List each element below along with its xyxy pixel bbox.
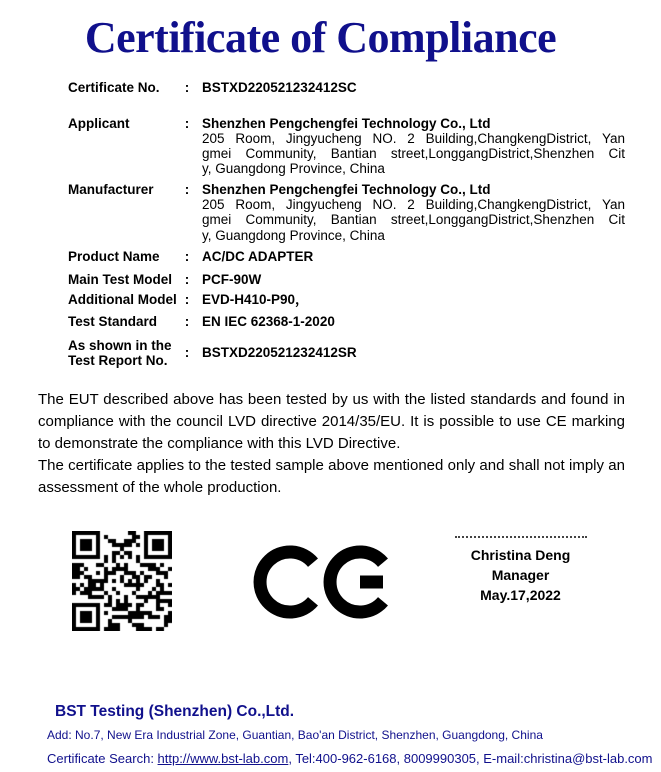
applicant-company-name: Shenzhen Pengchengfei Technology Co., Ltd <box>202 115 491 131</box>
colon-separator: : <box>184 115 190 131</box>
colon-separator: : <box>184 291 190 307</box>
colon-separator: : <box>184 248 190 264</box>
applicant-address-line: y, Guangdong Province, China <box>202 161 385 177</box>
colon-separator: : <box>184 314 190 330</box>
field-row-test-report-no <box>68 338 625 369</box>
signature-dotted-line <box>455 536 587 538</box>
statement-paragraph-2: The certificate applies to the tested sample above mentioned only and shall not imply an assessment of the whole production. <box>38 456 625 496</box>
main-test-model-value: PCF-90W <box>202 272 262 288</box>
test-standard-label: Test Standard <box>68 314 158 330</box>
test-report-no-value: BSTXD220521232412SR <box>202 345 357 361</box>
signer-name: Christina Deng <box>470 546 571 563</box>
field-row-manufacturer <box>68 182 625 243</box>
certificate-no-label: Certificate No. <box>68 80 160 95</box>
manufacturer-label: Manufacturer <box>68 181 154 197</box>
certificate-no-value: BSTXD220521232412SC <box>202 80 357 95</box>
field-row-certificate-no <box>68 80 625 96</box>
product-name-label: Product Name <box>68 248 160 264</box>
signature-block <box>448 536 593 605</box>
manufacturer-address-line: gmei Community, Bantian street,LonggangDistrict,Shenzhen Cit <box>202 212 625 228</box>
manufacturer-value <box>202 182 625 243</box>
additional-model-value: EVD-H410-P90， <box>202 291 309 307</box>
page-title: Certificate of Compliance <box>84 13 557 62</box>
field-row-product-name <box>68 249 625 265</box>
signature-date: May.17,2022 <box>480 586 561 603</box>
certificate-search-link[interactable]: http://www.bst-lab.com <box>157 750 289 766</box>
product-name-value: AC/DC ADAPTER <box>202 248 314 264</box>
test-standard-value: EN IEC 62368-1-2020 <box>202 314 335 330</box>
compliance-statement <box>38 389 625 499</box>
colon-separator: : <box>184 272 190 288</box>
test-report-no-label: As shown in the Test Report No. <box>68 337 172 369</box>
field-row-test-standard <box>68 314 625 330</box>
field-row-main-test-model <box>68 272 625 288</box>
applicant-address-line: 205 Room, Jingyucheng NO. 2 Building,ChangkengDistrict, Yan <box>202 131 625 146</box>
field-row-applicant <box>68 116 625 177</box>
certificate-fields <box>68 80 625 369</box>
additional-model-label: Additional Model <box>68 291 177 307</box>
signer-title: Manager <box>491 566 550 583</box>
seals-section <box>0 531 661 657</box>
certificate-search-label: Certificate Search: <box>47 750 158 766</box>
field-row-additional-model <box>68 292 625 308</box>
applicant-value <box>202 116 625 177</box>
ce-mark-icon <box>253 540 390 624</box>
manufacturer-address-line: 205 Room, Jingyucheng NO. 2 Building,ChangkengDistrict, Yan <box>202 197 625 213</box>
footer <box>0 703 661 767</box>
statement-paragraph-1: The EUT described above has been tested by us with the listed standards and found in compliance with the council LVD directive 2014/35/EU. It is possible to use CE marking to demonstrate the compliance with this LVD Directive. <box>38 390 625 452</box>
certificate-search-line <box>47 751 661 767</box>
lab-address: Add: No.7, New Era Industrial Zone, Guantian, Bao'an District, Shenzhen, Guangdong, China <box>47 727 543 742</box>
colon-separator: : <box>184 80 190 95</box>
colon-separator: : <box>184 181 190 197</box>
main-test-model-label: Main Test Model <box>68 272 173 288</box>
applicant-address-line: gmei Community, Bantian street,LonggangDistrict,Shenzhen Cit <box>202 146 625 162</box>
qr-code <box>72 531 172 631</box>
lab-company-name: BST Testing (Shenzhen) Co.,Ltd. <box>55 702 295 720</box>
contact-info: , Tel:400-962-6168, 8009990305, E-mail:christina@bst-lab.com <box>288 750 653 766</box>
applicant-label: Applicant <box>68 115 130 131</box>
colon-separator: : <box>184 345 190 361</box>
manufacturer-company-name: Shenzhen Pengchengfei Technology Co., Ltd <box>202 181 491 197</box>
manufacturer-address-line: y, Guangdong Province, China <box>202 227 385 243</box>
